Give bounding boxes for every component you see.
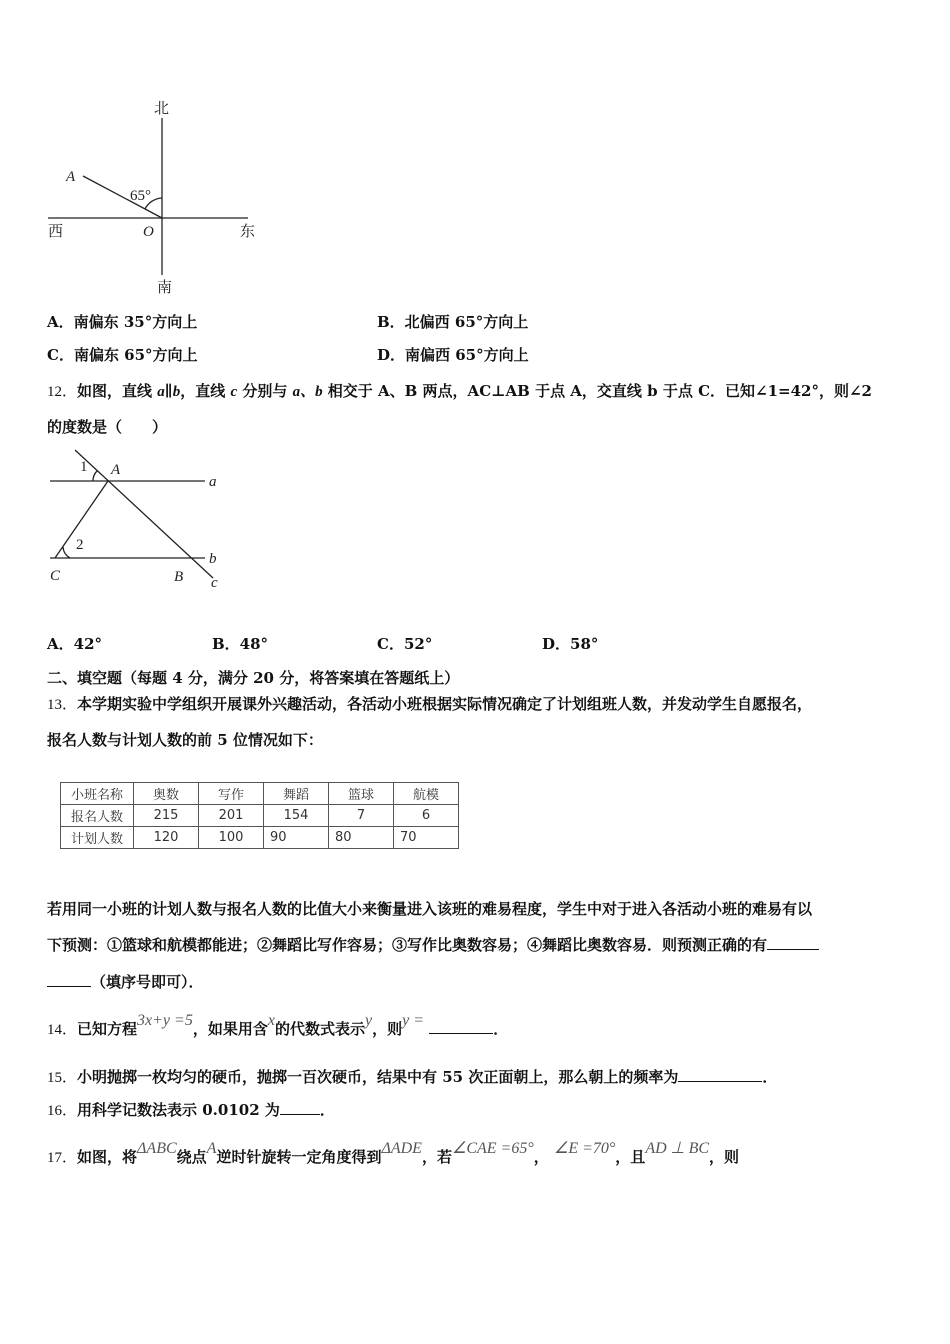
t: 相交于 A、B 两点，AC⊥AB 于点 A，交直线 b 于点 C．已知∠1=42°，则∠2 — [322, 382, 872, 400]
q16 — [47, 1099, 335, 1120]
table-cell: 小班名称 — [61, 783, 134, 805]
q-num: 16． — [47, 1103, 78, 1119]
q17 — [47, 1140, 740, 1167]
q-num: 15． — [47, 1070, 78, 1086]
table-cell: 计划人数 — [61, 827, 134, 849]
table-cell: 80 — [329, 827, 394, 849]
point-a-label: A — [111, 462, 121, 478]
south-label: 南 — [157, 280, 173, 296]
t: 逆时针旋转一定角度得到 — [216, 1148, 382, 1166]
origin-label: O — [143, 224, 154, 240]
q12-line1 — [47, 380, 872, 401]
table-cell: 航模 — [394, 783, 459, 805]
point-a-label: A — [66, 169, 76, 185]
math: ∠CAE =65° — [451, 1140, 534, 1157]
west-label: 西 — [48, 224, 64, 240]
angle-label: 65° — [130, 188, 151, 204]
t: ． — [762, 1068, 778, 1086]
answer-blank[interactable] — [767, 937, 819, 950]
table-cell: 120 — [134, 827, 199, 849]
point-b-label: B — [174, 569, 184, 585]
point-c-label: C — [50, 568, 61, 584]
t: ． — [319, 1101, 335, 1119]
q-num: 13． — [47, 697, 78, 713]
line-b-label: b — [209, 551, 217, 567]
t: c — [230, 384, 238, 400]
t: b — [172, 384, 181, 400]
figures — [0, 0, 950, 620]
math: ΔADE — [381, 1140, 422, 1157]
t: ，如果用含 — [192, 1020, 268, 1038]
math: ∠E =70° — [553, 1140, 616, 1157]
table-cell: 报名人数 — [61, 805, 134, 827]
table-cell: 100 — [199, 827, 264, 849]
table-cell: 215 — [134, 805, 199, 827]
q13-para-line2 — [47, 934, 819, 955]
answer-blank[interactable] — [280, 1102, 320, 1115]
enrollment-table — [60, 782, 459, 849]
table-cell: 154 — [264, 805, 329, 827]
q13-para-line3 — [47, 971, 204, 992]
t: 绕点 — [176, 1148, 207, 1166]
t: 本学期实验中学组织开展课外兴趣活动，各活动小班根据实际情况确定了计划组班人数，并发动学生自愿报名， — [77, 695, 813, 713]
t: ，则 — [372, 1020, 403, 1038]
t: ， — [533, 1148, 549, 1166]
t: 的代数式表示 — [274, 1020, 365, 1038]
t: 下预测：①篮球和航模都能进；②舞蹈比写作容易；③写作比奥数容易；④舞蹈比奥数容易．则预测正确的有 — [47, 936, 768, 954]
table-cell: 70 — [394, 827, 459, 849]
var-x: x — [267, 1012, 275, 1029]
t: ，直线 — [180, 382, 231, 400]
t: 如图，将 — [77, 1148, 138, 1166]
var-y: y — [364, 1012, 373, 1029]
t: a — [157, 384, 165, 400]
east-label: 东 — [240, 224, 256, 240]
t: 用科学记数法表示 0.0102 为 — [77, 1101, 280, 1119]
q12-line2: 的度数是（ ） — [47, 418, 168, 436]
q11-option-a[interactable]: A．南偏东 35°方向上 — [47, 313, 198, 331]
t: 小明抛掷一枚均匀的硬币，抛掷一百次硬币，结果中有 55 次正面朝上，那么朝上的频率为 — [77, 1068, 679, 1086]
angle-1-label: 1 — [80, 459, 88, 475]
table-cell: 舞蹈 — [264, 783, 329, 805]
q13-line1 — [47, 693, 812, 714]
line-a-label: a — [209, 474, 217, 490]
t: （填序号即可）． — [91, 973, 204, 991]
answer-blank[interactable] — [678, 1069, 762, 1082]
q13-para-line1: 若用同一小班的计划人数与报名人数的比值大小来衡量进入该班的难易程度，学生中对于进入各活动小班的难易有以 — [47, 900, 813, 918]
table-cell: 篮球 — [329, 783, 394, 805]
q12-option-c[interactable]: C．52° — [377, 635, 433, 653]
q-num: 17． — [47, 1150, 78, 1166]
t: ，则 — [709, 1148, 740, 1166]
table-cell: 写作 — [199, 783, 264, 805]
q-num: 12． — [47, 384, 78, 400]
table-cell: 奥数 — [134, 783, 199, 805]
angle-2-label: 2 — [76, 537, 84, 553]
table-cell: 90 — [264, 827, 329, 849]
table-cell: 6 — [394, 805, 459, 827]
t: ，若 — [421, 1148, 452, 1166]
table-cell: 201 — [199, 805, 264, 827]
t: ∥ — [164, 382, 173, 400]
var-y-eq: y = — [402, 1012, 424, 1029]
q13-line2: 报名人数与计划人数的前 5 位情况如下： — [47, 731, 323, 749]
section-heading: 二、填空题（每题 4 分，满分 20 分，将答案填在答题纸上） — [47, 669, 460, 687]
table-header-row — [61, 783, 459, 805]
table-row — [61, 827, 459, 849]
math: A — [206, 1140, 217, 1157]
q12-option-a[interactable]: A．42° — [47, 635, 103, 653]
math: AD ⊥ BC — [645, 1140, 710, 1157]
t: a、b — [292, 384, 323, 400]
q12-option-d[interactable]: D．58° — [542, 635, 599, 653]
q14 — [47, 1012, 509, 1039]
q15 — [47, 1066, 777, 1087]
q11-option-b[interactable]: B．北偏西 65°方向上 — [377, 313, 529, 331]
parallel-lines-figure — [50, 450, 213, 578]
t: ． — [493, 1020, 509, 1038]
q-num: 14． — [47, 1022, 78, 1038]
t: 如图，直线 — [77, 382, 158, 400]
math: ΔABC — [137, 1140, 177, 1157]
q11-option-c[interactable]: C．南偏东 65°方向上 — [47, 346, 198, 364]
t: 已知方程 — [77, 1020, 138, 1038]
table-cell: 7 — [329, 805, 394, 827]
line-c-label: c — [211, 575, 218, 591]
q11-option-d[interactable]: D．南偏西 65°方向上 — [377, 346, 529, 364]
table-row — [61, 805, 459, 827]
answer-blank[interactable] — [47, 974, 91, 987]
t: ，且 — [615, 1148, 646, 1166]
t: 分别与 — [237, 382, 293, 400]
north-label: 北 — [154, 101, 170, 117]
equation: 3x+y =5 — [137, 1012, 193, 1029]
answer-blank[interactable] — [429, 1021, 493, 1034]
q12-option-b[interactable]: B．48° — [212, 635, 269, 653]
